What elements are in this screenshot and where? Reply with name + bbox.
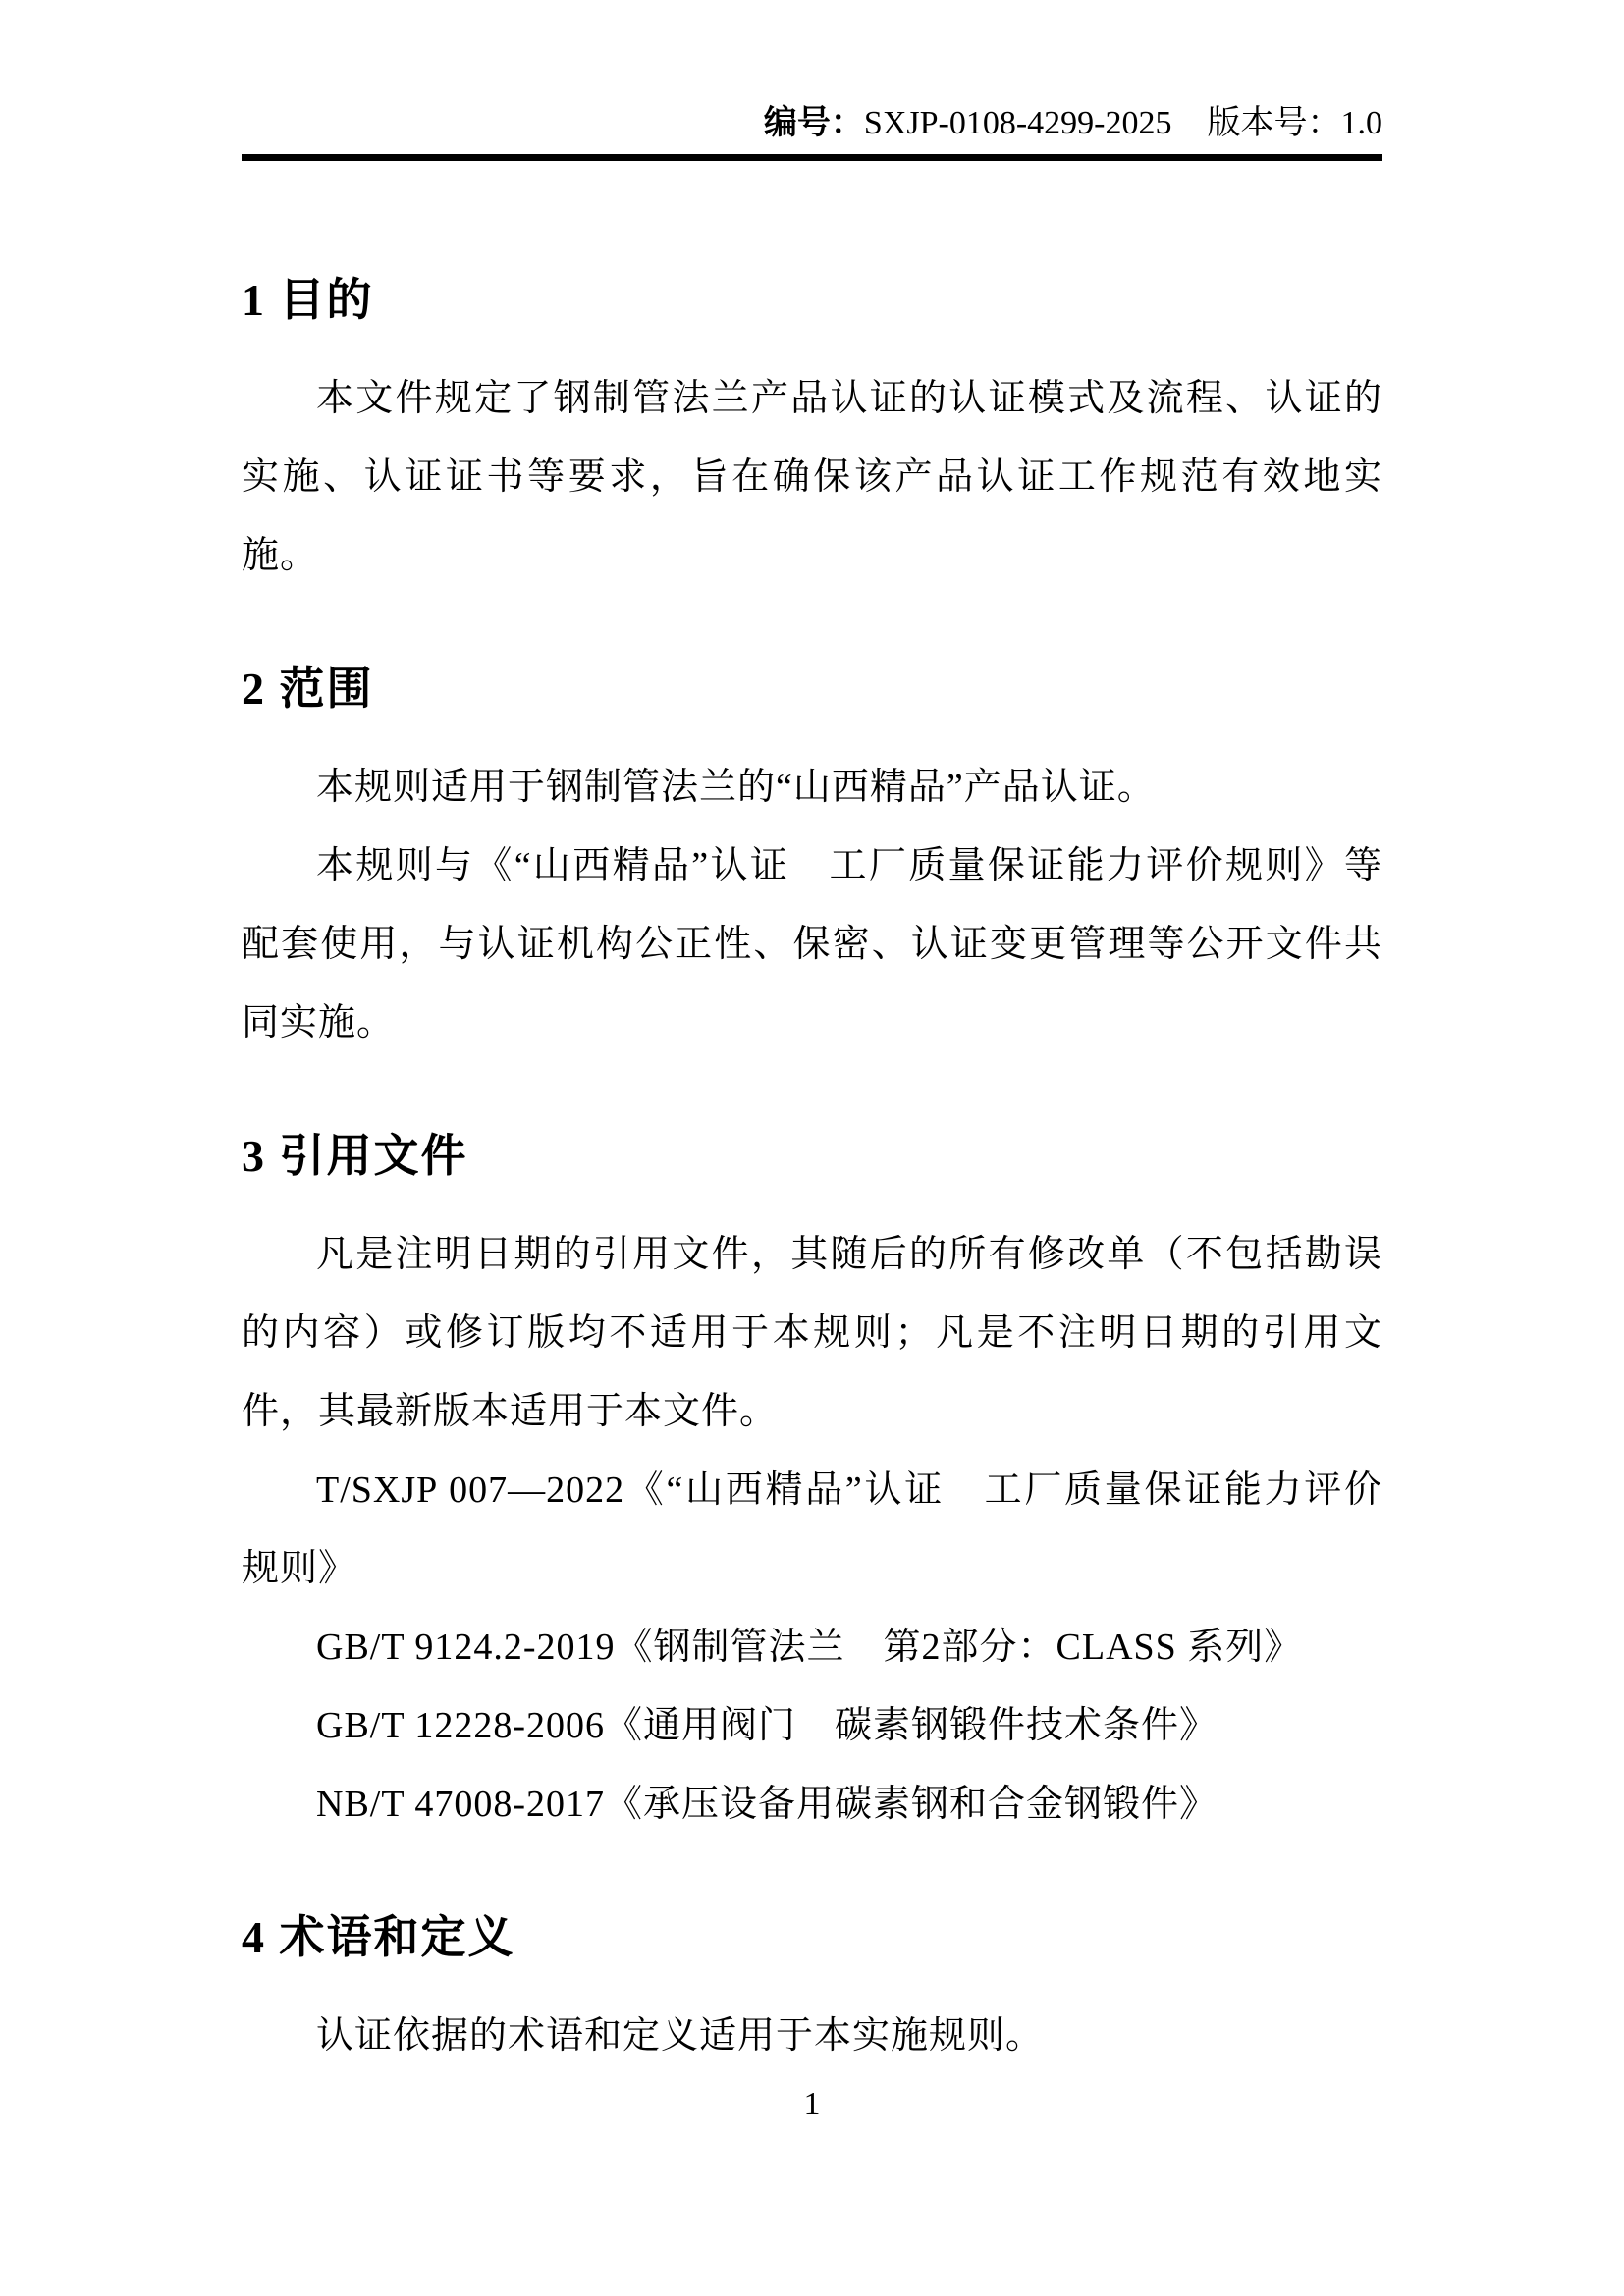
doc-number-label: 编号： <box>763 105 864 141</box>
page-footer <box>0 2083 1624 2126</box>
reference-item: T/SXJP 007—2022《“山西精品”认证 工厂质量保证能力评价规则》 <box>242 1469 1382 1589</box>
paragraph: 本文件规定了钢制管法兰产品认证的认证模式及流程、认证的实施、认证证书等要求，旨在确保该产品认证工作规范有效地实施。 <box>242 378 1382 576</box>
section-scope <box>242 658 1382 1062</box>
doc-number-value: SXJP-0108-4299-2025 <box>863 105 1172 141</box>
page-header <box>242 0 1382 161</box>
reference-item: NB/T 47008-2017《承压设备用碳素钢和合金钢锻件》 <box>316 1784 1218 1825</box>
paragraph: 认证依据的术语和定义适用于本实施规则。 <box>316 2015 1045 2056</box>
section-heading: 3 引用文件 <box>242 1131 468 1181</box>
version-value: 1.0 <box>1340 105 1382 141</box>
reference-item: GB/T 9124.2-2019《钢制管法兰 第2部分：CLASS 系列》 <box>316 1627 1303 1668</box>
section-terms <box>242 1906 1382 2075</box>
document-body <box>242 269 1382 2075</box>
page-number: 1 <box>803 2086 821 2122</box>
version-label: 版本号： <box>1207 105 1341 141</box>
reference-item: GB/T 12228-2006《通用阀门 碳素钢锻件技术条件》 <box>316 1705 1218 1746</box>
section-references <box>242 1125 1382 1843</box>
paragraph: 本规则适用于钢制管法兰的“山西精品”产品认证。 <box>316 767 1156 808</box>
paragraph: 本规则与《“山西精品”认证 工厂质量保证能力评价规则》等配套使用，与认证机构公正性、保密、认证变更管理等公开文件共同实施。 <box>242 845 1382 1043</box>
section-heading: 2 范围 <box>242 664 374 714</box>
section-heading: 1 目的 <box>242 275 374 325</box>
section-heading: 4 术语和定义 <box>242 1912 515 1962</box>
paragraph: 凡是注明日期的引用文件，其随后的所有修改单（不包括勘误的内容）或修订版均不适用于本规则；凡是不注明日期的引用文件，其最新版本适用于本文件。 <box>242 1234 1382 1432</box>
section-purpose <box>242 269 1382 595</box>
